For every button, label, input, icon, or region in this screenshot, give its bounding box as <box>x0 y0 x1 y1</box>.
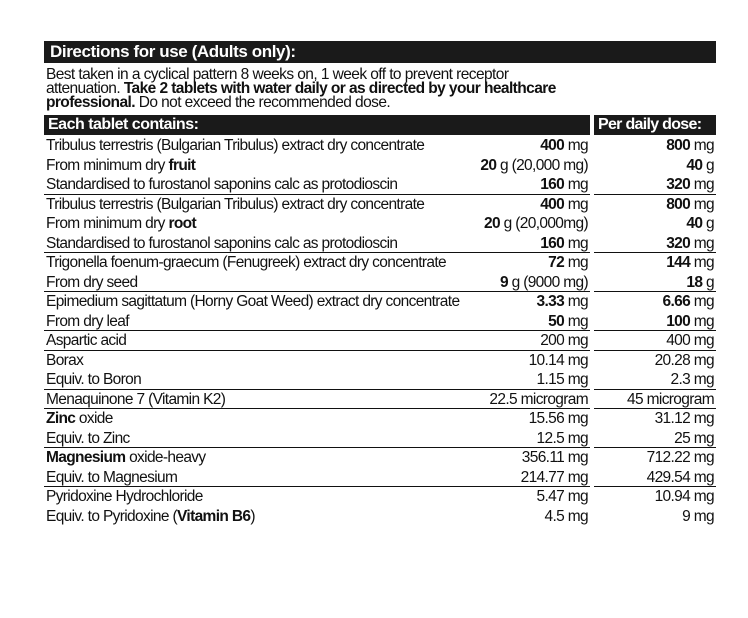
ingredient-name-text: From minimum dry <box>46 156 169 174</box>
per-tablet-amount-unit: 356.11 mg <box>521 449 588 466</box>
per-daily-amount <box>594 370 716 390</box>
ingredient-name <box>46 136 424 156</box>
per-tablet-amount <box>500 273 588 292</box>
per-tablet-amount-unit: 12.5 mg <box>536 429 588 447</box>
per-tablet-cell <box>44 370 590 390</box>
ingredient-name-text: Equiv. to Boron <box>46 371 142 388</box>
directions-title: Directions for use (Adults only): <box>44 41 716 63</box>
table-row <box>44 468 716 488</box>
per-tablet-amount-unit: mg <box>564 312 588 330</box>
intro-line-3-bold: professional. <box>45 94 135 111</box>
ingredient-name-bold: root <box>168 215 196 232</box>
per-daily-amount <box>594 234 716 254</box>
intro-line-3 <box>46 96 694 110</box>
per-tablet-amount-unit: 5.47 mg <box>536 488 588 505</box>
per-daily-amount-bold: 800 <box>666 137 691 154</box>
ingredient-name-bold: fruit <box>168 156 196 174</box>
per-tablet-amount <box>537 429 588 448</box>
per-tablet-amount <box>537 292 588 312</box>
per-tablet-cell <box>44 312 590 332</box>
per-daily-amount-unit: 400 mg <box>666 332 714 349</box>
table-row <box>44 448 716 468</box>
per-tablet-amount-bold: 9 <box>499 273 508 291</box>
table-row <box>44 253 716 273</box>
per-tablet-amount-bold: 160 <box>540 176 565 193</box>
per-daily-amount <box>594 507 716 527</box>
intro-line-2-bold: Take 2 tablets with water daily or as directed by your healthcare <box>123 80 556 97</box>
per-daily-amount-unit: mg <box>690 176 714 193</box>
per-tablet-cell <box>44 175 590 195</box>
table-header <box>44 115 716 135</box>
per-tablet-cell <box>44 409 590 429</box>
ingredient-name <box>46 312 129 331</box>
table-row <box>44 429 716 449</box>
per-tablet-amount-unit: 10.14 mg <box>528 351 588 369</box>
per-daily-amount <box>594 331 716 351</box>
per-tablet-cell <box>44 195 590 215</box>
ingredient-name <box>46 468 177 487</box>
per-daily-amount-unit: mg <box>690 137 714 154</box>
per-daily-amount <box>594 448 716 468</box>
header-each-tablet: Each tablet contains: <box>44 115 590 135</box>
table-row <box>44 195 716 215</box>
per-tablet-amount <box>537 487 588 507</box>
ingredient-name <box>46 351 83 371</box>
table-row <box>44 234 716 254</box>
ingredient-name <box>46 429 130 448</box>
per-tablet-amount <box>529 409 588 429</box>
ingredient-name <box>46 195 424 215</box>
per-tablet-amount-unit: 214.77 mg <box>520 468 588 486</box>
per-daily-amount-unit: mg <box>690 254 714 271</box>
per-tablet-amount <box>484 214 588 234</box>
ingredient-name-text: Equiv. to Zinc <box>46 429 130 447</box>
per-tablet-amount-bold: 72 <box>548 254 565 271</box>
per-tablet-cell <box>44 507 590 527</box>
per-daily-amount-bold: 40 <box>686 156 703 174</box>
ingredient-name-bold: Magnesium <box>46 449 126 466</box>
intro-line-1: Best taken in a cyclical pattern 8 weeks on, 1 week off to prevent receptor <box>45 66 509 83</box>
per-daily-amount <box>594 156 716 176</box>
ingredient-name-text: Tribulus terrestris (Bulgarian Tribulus) extract dry concentrate <box>46 195 425 213</box>
per-tablet-cell <box>44 487 590 507</box>
per-tablet-amount-unit: mg <box>564 234 588 252</box>
ingredient-name <box>46 292 459 312</box>
table-row <box>44 487 716 507</box>
table-row <box>44 351 716 371</box>
per-daily-amount-unit: g <box>702 156 714 174</box>
ingredient-name-text: From dry seed <box>46 273 138 291</box>
per-tablet-cell <box>44 468 590 488</box>
per-daily-amount-unit: g <box>702 273 714 291</box>
per-tablet-amount-unit: 15.56 mg <box>528 410 588 427</box>
per-tablet-amount-bold: 3.33 <box>536 293 565 310</box>
per-tablet-amount-bold: 20 <box>480 156 497 174</box>
ingredient-name-text: Trigonella foenum-graecum (Fenugreek) extract dry concentrate <box>46 254 447 271</box>
table-row <box>44 214 716 234</box>
per-daily-amount <box>594 429 716 449</box>
ingredient-name-text: From minimum dry <box>46 215 169 232</box>
per-tablet-cell <box>44 429 590 449</box>
per-daily-amount <box>594 136 716 156</box>
per-tablet-amount <box>529 351 588 371</box>
ingredient-name <box>46 273 137 292</box>
table-row <box>44 390 716 410</box>
per-daily-amount-bold: 800 <box>666 195 691 213</box>
per-daily-amount <box>594 175 716 195</box>
per-tablet-amount-unit: g (20,000mg) <box>499 215 588 232</box>
per-tablet-amount <box>480 156 588 176</box>
table-row <box>44 331 716 351</box>
per-tablet-cell <box>44 292 590 312</box>
table-row <box>44 292 716 312</box>
per-tablet-amount <box>540 331 588 350</box>
per-tablet-amount <box>548 253 588 273</box>
ingredient-name <box>46 234 397 253</box>
per-tablet-amount <box>522 448 588 468</box>
ingredient-name-bold: Vitamin B6 <box>177 507 251 525</box>
per-daily-amount <box>594 253 716 273</box>
per-daily-amount <box>594 468 716 488</box>
per-daily-amount-bold: 144 <box>666 254 691 271</box>
ingredient-name-text: Aspartic acid <box>46 332 127 349</box>
ingredient-name <box>46 487 203 507</box>
per-daily-amount-bold: 6.66 <box>662 293 691 310</box>
ingredient-name-text: Tribulus terrestris (Bulgarian Tribulus) extract dry concentrate <box>46 137 425 154</box>
header-per-daily-dose: Per daily dose: <box>594 115 716 135</box>
ingredient-name-text: Borax <box>46 351 84 369</box>
per-tablet-cell <box>44 273 590 293</box>
ingredient-name <box>46 156 195 176</box>
per-tablet-cell <box>44 390 590 410</box>
per-tablet-amount-unit: mg <box>564 293 588 310</box>
per-tablet-cell <box>44 214 590 234</box>
per-daily-amount-unit: 712.22 mg <box>646 449 714 466</box>
per-tablet-amount-unit: mg <box>564 195 588 213</box>
table-row <box>44 156 716 176</box>
per-tablet-cell <box>44 156 590 176</box>
ingredient-name-text: Standardised to furostanol saponins calc as protodioscin <box>46 176 398 193</box>
per-tablet-amount <box>540 195 588 215</box>
per-tablet-amount-unit: 200 mg <box>540 332 588 349</box>
per-daily-amount-bold: 18 <box>686 273 703 291</box>
table-row <box>44 136 716 156</box>
per-tablet-amount-bold: 20 <box>484 215 500 232</box>
per-daily-amount <box>594 390 716 410</box>
per-tablet-cell <box>44 136 590 156</box>
per-tablet-amount <box>521 468 588 487</box>
per-tablet-amount <box>545 507 589 527</box>
per-daily-amount-unit: 20.28 mg <box>654 351 714 369</box>
per-daily-amount-bold: 320 <box>666 176 691 193</box>
per-tablet-cell <box>44 331 590 351</box>
per-tablet-amount <box>489 390 588 409</box>
per-tablet-amount-unit: 22.5 microgram <box>489 390 588 408</box>
per-tablet-cell <box>44 351 590 371</box>
intro-line-2-plain: attenuation. <box>45 80 124 97</box>
per-daily-amount-unit: 45 microgram <box>627 390 714 408</box>
ingredient-name-text: Equiv. to Pyridoxine ( <box>46 507 178 525</box>
per-daily-amount-bold: 40 <box>686 215 703 232</box>
per-tablet-amount <box>540 175 588 194</box>
per-tablet-amount-unit: 4.5 mg <box>544 507 588 525</box>
per-daily-amount <box>594 351 716 371</box>
per-tablet-amount-unit: 1.15 mg <box>536 371 588 388</box>
per-tablet-amount-unit: mg <box>564 137 588 154</box>
per-daily-amount-unit: mg <box>690 293 714 310</box>
table-row <box>44 273 716 293</box>
ingredient-name-after: ) <box>250 507 255 525</box>
ingredient-name <box>46 507 255 527</box>
directions-panel <box>44 41 716 526</box>
per-daily-amount <box>594 409 716 429</box>
per-daily-amount-unit: 25 mg <box>674 429 714 447</box>
ingredient-name-text: Menaquinone 7 (Vitamin K2) <box>46 390 226 408</box>
ingredient-name <box>46 253 446 273</box>
per-daily-amount-unit: 9 mg <box>682 507 714 525</box>
per-daily-amount <box>594 292 716 312</box>
per-daily-amount-unit: 31.12 mg <box>654 410 714 427</box>
per-tablet-amount <box>540 136 588 156</box>
per-tablet-amount-bold: 160 <box>540 234 565 252</box>
intro-line-3-plain: Do not exceed the recommended dose. <box>134 94 391 111</box>
table-row <box>44 175 716 195</box>
per-tablet-amount-unit: mg <box>564 254 588 271</box>
ingredient-name <box>46 175 397 194</box>
table-row <box>44 409 716 429</box>
ingredient-name <box>46 409 113 429</box>
per-tablet-amount <box>537 370 588 389</box>
per-daily-amount-unit: mg <box>690 234 714 252</box>
ingredient-name-text: From dry leaf <box>46 312 129 330</box>
ingredient-name <box>46 370 141 389</box>
ingredient-name-text: Standardised to furostanol saponins calc as protodioscin <box>46 234 398 252</box>
per-tablet-cell <box>44 234 590 254</box>
directions-text <box>44 63 696 112</box>
ingredient-name <box>46 331 126 350</box>
ingredient-name-text: Equiv. to Magnesium <box>46 468 178 486</box>
ingredient-name-bold: Zinc <box>46 410 76 427</box>
per-daily-amount-unit: mg <box>690 312 714 330</box>
per-daily-amount-unit: 429.54 mg <box>646 468 714 486</box>
per-tablet-amount-unit: g (20,000 mg) <box>496 156 588 174</box>
table-row <box>44 370 716 390</box>
per-daily-amount <box>594 214 716 234</box>
per-daily-amount <box>594 273 716 293</box>
per-daily-amount <box>594 312 716 332</box>
per-tablet-amount-unit: g (9000 mg) <box>507 273 588 291</box>
per-tablet-cell <box>44 448 590 468</box>
ingredient-name-after: oxide-heavy <box>125 449 206 466</box>
table-row <box>44 507 716 527</box>
ingredient-name-after: oxide <box>75 410 113 427</box>
per-daily-amount-unit: 10.94 mg <box>654 488 714 505</box>
per-tablet-amount-bold: 400 <box>540 137 565 154</box>
per-tablet-amount <box>540 234 588 253</box>
per-tablet-cell <box>44 253 590 273</box>
per-daily-amount-bold: 100 <box>666 312 691 330</box>
ingredient-table <box>44 136 716 526</box>
per-daily-amount <box>594 487 716 507</box>
per-daily-amount <box>594 195 716 215</box>
ingredient-name <box>46 214 196 234</box>
per-tablet-amount <box>548 312 588 331</box>
ingredient-name <box>46 390 225 409</box>
per-tablet-amount-bold: 50 <box>548 312 565 330</box>
ingredient-name <box>46 448 206 468</box>
ingredient-name-text: Pyridoxine Hydrochloride <box>46 488 203 505</box>
per-daily-amount-bold: 320 <box>666 234 691 252</box>
per-tablet-amount-unit: mg <box>564 176 588 193</box>
table-row <box>44 312 716 332</box>
per-tablet-amount-bold: 400 <box>540 195 565 213</box>
per-daily-amount-unit: 2.3 mg <box>670 371 714 388</box>
ingredient-name-text: Epimedium sagittatum (Horny Goat Weed) extract dry concentrate <box>46 293 460 310</box>
per-daily-amount-unit: mg <box>690 195 714 213</box>
per-daily-amount-unit: g <box>702 215 714 232</box>
